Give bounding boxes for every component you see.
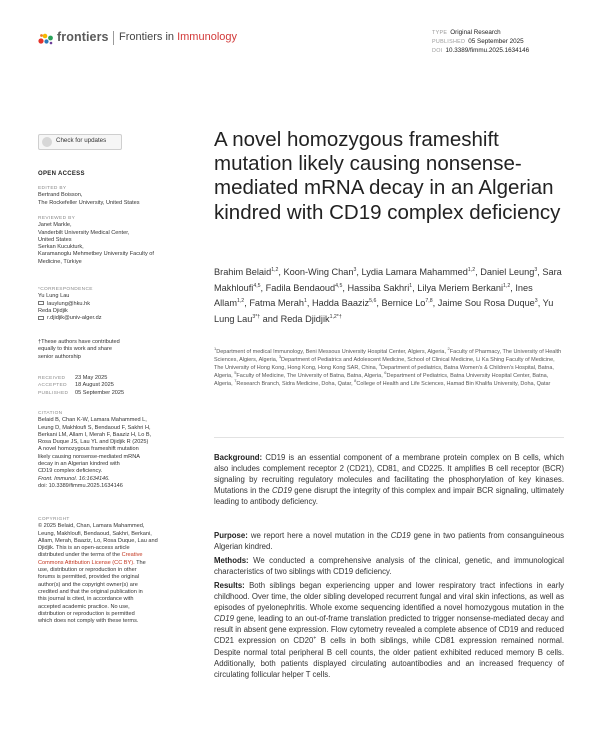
reviewer-line: Janet Markle, — [38, 222, 72, 229]
affiliation-marker: 4 — [378, 361, 382, 367]
author-affiliation-marker: 1,2 — [236, 298, 245, 305]
citation-doi[interactable]: doi: 10.3389/fimmu.2025.1634146 — [38, 482, 123, 489]
journal-word: Immunology — [177, 31, 237, 43]
methods-label: Methods: — [214, 556, 249, 565]
citation-label: CITATION — [38, 411, 63, 416]
abstract-methods — [214, 555, 564, 577]
abstract-text: CD19 is an essential component of a membrane protein complex on B cells, which also includes complement receptor 2 (CD21), CD81, and CD225. It amplifies B cell receptor (BCR) signaling by recruiting regulatory molecules and facilitating the phosphorylation of key kinases. Mutations in the — [214, 453, 564, 496]
note-line: †These authors have contributed — [38, 339, 120, 345]
edited-by-label: EDITED BY — [38, 186, 67, 191]
copyright-line: credited and that the original publication in — [38, 588, 143, 595]
author-name[interactable]: Sara Makhloufi — [214, 267, 562, 293]
published-value-sidebar: 05 September 2025 — [75, 389, 125, 396]
affiliation-marker: 6 — [384, 369, 387, 375]
check-updates-icon — [42, 137, 52, 147]
published-date — [432, 38, 524, 45]
author-affiliation-marker: 3 — [534, 266, 538, 273]
corr1-email[interactable]: lauylung@hku.hk — [47, 300, 90, 307]
copyright-line: this journal is cited, in accordance with — [38, 596, 134, 603]
copyright-line — [38, 552, 188, 559]
affiliation-text: Department of Pediatrics and Adolescent Medicine, School of Clinical Medicine, Li Ka Shing Faculty of Medicine, The University of Hong Kong, Hong Kong, Hong Kong SAR, China, — [214, 356, 555, 371]
reviewer-line: Karamanoglu Mehmetbey University Faculty of — [38, 251, 154, 258]
author-affiliation-marker: 4,5 — [335, 282, 343, 289]
author-name[interactable]: Jaime Sou Rosa Duque — [437, 298, 535, 309]
corr1-email-row[interactable] — [38, 301, 188, 308]
author-separator: , — [376, 298, 382, 309]
affiliation-text: Department of Pediatrics, Batna University Hospital Center, Batna, Algeria, — [214, 372, 549, 387]
article-title: A novel homozygous frameshift mutation likely causing nonsense-mediated mRNA decay in an Algerian kindred with CD19 complex deficiency — [214, 128, 561, 224]
abstract-purpose — [214, 530, 564, 552]
reviewer-line: Medicine, Türkiye — [38, 258, 82, 265]
author-name[interactable]: Fatma Merah — [249, 298, 304, 309]
affiliation-text: College of Health and Life Sciences, Hamad Bin Khalifa University, Doha, Qatar — [356, 380, 551, 387]
abstract-text: gene disrupt the integrity of this complex and impair BCR signaling, ultimately leading to antibody deficiency. — [214, 486, 564, 507]
note-line: senior authorship — [38, 353, 81, 360]
journal-name[interactable] — [119, 31, 237, 43]
gene-name: CD19 — [214, 614, 234, 624]
superscript-plus: + — [313, 635, 317, 642]
author-name[interactable]: Fadila Bendaoud — [265, 282, 336, 293]
reviewer-line: United States — [38, 236, 72, 243]
results-label: Results: — [214, 581, 245, 590]
author-list — [214, 265, 564, 328]
reviewer-line: Serkan Kucukturk, — [38, 244, 84, 251]
published-value: 05 September 2025 — [468, 38, 524, 45]
copyright-line — [38, 560, 188, 567]
author-affiliation-marker: 4,5 — [253, 282, 261, 289]
author-separator: and — [260, 314, 281, 325]
author-separator: , — [537, 298, 543, 309]
copyright-text: The — [134, 559, 146, 566]
affiliation-list — [214, 346, 564, 389]
copyright-line: author(s) and the copyright owner(s) are — [38, 581, 138, 588]
abstract-text: we report here a novel mutation in the — [247, 531, 391, 540]
received-value: 23 May 2025 — [75, 375, 108, 381]
license-link[interactable]: Creative — [121, 552, 143, 559]
abstract-text: gene, leading to an out-of-frame translation predicted to trigger nonsense-mediated decay and result in absent gene expression. Flow cytometry revealed a complete absence of CD19 and reduced CD21 expression on CD20 — [214, 614, 564, 646]
dates-section — [38, 375, 188, 397]
author-name[interactable]: Lilya Meriem Berkani — [417, 282, 504, 293]
citation-journal: Front. Immunol. 16:1634146. — [38, 475, 110, 482]
affiliation-text: Research Branch, Sidra Medicine, Doha, Qatar, — [236, 380, 355, 387]
correspondence-label: *CORRESPONDENCE — [38, 287, 93, 292]
journal-prefix: Frontiers in — [119, 31, 178, 43]
copyright-line: accepted academic practice. No use, — [38, 603, 130, 610]
accepted-row — [38, 382, 188, 389]
author-separator: , — [412, 282, 418, 293]
accepted-value: 18 August 2025 — [75, 382, 114, 389]
author-affiliation-marker: 3 — [353, 266, 357, 273]
correspondence-section — [38, 286, 188, 322]
copyright-line: Allam, Merah, Baaziz, Lo, Rosa Duque, Lau and — [38, 537, 158, 544]
published-label: PUBLISHED — [432, 39, 466, 45]
license-link-cont[interactable]: Commons Attribution License (CC BY). — [38, 559, 135, 566]
citation-line: Leung D, Makhloufi S, Bendaoud F, Sakhri H, — [38, 424, 151, 431]
frontiers-brand: frontiers — [57, 30, 109, 44]
author-name[interactable]: Reda Djidjik — [280, 314, 330, 325]
copyright-label: COPYRIGHT — [38, 517, 70, 522]
article-type — [432, 29, 501, 36]
type-value: Original Research — [450, 29, 501, 36]
doi-value[interactable]: 10.3389/fimmu.2025.1634146 — [445, 47, 530, 54]
copyright-line: distribution or reproduction is permitted — [38, 610, 135, 617]
affiliation-text: Faculty of Medicine, The University of Batna, Batna, Algeria, — [236, 372, 385, 379]
affiliation-text: Department of medical Immunology, Beni Messous University Hospital Center, Algiers, Algeria, — [216, 349, 448, 355]
edited-by-section — [38, 185, 188, 207]
gene-name: CD19 — [271, 486, 292, 496]
author-separator: , — [306, 298, 312, 309]
citation-line: Rosa Duque JS, Lau YL and Djidjik R (2025) — [38, 439, 149, 446]
frontiers-logo-icon — [38, 32, 54, 45]
affiliation-marker: 2 — [447, 346, 450, 352]
author-name[interactable]: Ines Allam — [214, 282, 533, 309]
author-affiliation-marker: 3*† — [252, 314, 261, 321]
doi-line[interactable] — [432, 47, 529, 54]
editor-name: Bertrand Boisson, — [38, 192, 83, 199]
note-line: equally to this work and share — [38, 346, 113, 353]
received-row — [38, 375, 188, 382]
affiliation-marker: 5 — [234, 369, 237, 375]
open-access-label: OPEN ACCESS — [38, 171, 85, 177]
section-divider — [214, 437, 564, 438]
purpose-label: Purpose: — [214, 531, 248, 540]
corr2-email[interactable]: r.djidjik@univ-alger.dz — [47, 315, 102, 322]
affiliation-text: Department of pediatrics, Batna Women's & Children's Hospital, Batna, Algeria, — [214, 364, 554, 379]
author-separator: , — [356, 267, 362, 277]
copyright-line: © 2025 Belaid, Chan, Lamara Mahammed, — [38, 523, 145, 530]
author-affiliation-marker: 1,2 — [467, 266, 476, 273]
reviewer-line: Vanderbilt University Medical Center, — [38, 229, 130, 236]
copyright-text: distributed under the terms of the — [38, 552, 122, 559]
author-name[interactable]: Koon-Wing Chan — [283, 267, 354, 277]
abstract-text: We conducted a comprehensive analysis of the clinical, genetic, and immunological characteristics of two siblings with CD19 deficiency. — [214, 556, 564, 577]
citation-line: decay in an Algerian kindred with — [38, 461, 120, 468]
author-separator: , — [475, 267, 481, 277]
received-label: RECEIVED — [38, 376, 66, 381]
citation-line: Belaid B, Chan K-W, Lamara Mahammed L, — [38, 417, 147, 424]
abstract-background — [214, 452, 564, 507]
author-affiliation-marker: 1,2 — [503, 282, 511, 289]
corr1-name: Yu Lung Lau — [38, 293, 70, 300]
author-separator: , — [432, 298, 438, 309]
copyright-line: Leung, Makhloufi, Bendaoud, Sakhri, Berkani, — [38, 530, 152, 537]
author-separator: , — [260, 282, 266, 293]
abstract-text: Both siblings began experiencing upper and lower respiratory tract infections in early childhood. Over time, the older sibling developed recurrent fungal and viral skin infections, as well as episodes of pyelonephritis. Whole exome sequencing identified a novel homozygous mutation in the — [214, 581, 564, 613]
affiliation-marker: 8 — [354, 377, 357, 383]
gene-name: CD19 — [390, 531, 411, 540]
header-separator — [113, 31, 114, 45]
abstract-results — [214, 580, 564, 680]
author-separator: , — [537, 267, 543, 277]
copyright-line: use, distribution or reproduction in other — [38, 567, 137, 574]
published-label-sidebar: PUBLISHED — [38, 390, 69, 396]
author-name[interactable]: Daniel Leung — [480, 267, 535, 277]
affiliation-text: Faculty of Pharmacy, The University of Health Sciences, Algiers, Algeria, — [214, 349, 562, 363]
mail-icon — [38, 301, 44, 305]
author-name[interactable]: Hadda Baaziz — [311, 298, 370, 309]
affiliation-marker: 1 — [214, 346, 217, 352]
accepted-label: ACCEPTED — [38, 383, 67, 389]
copyright-line: forums is permitted, provided the original — [38, 574, 140, 581]
author-affiliation-marker: 5,6 — [369, 298, 377, 305]
author-affiliation-marker: 1,2 — [271, 266, 279, 273]
check-for-updates-button[interactable] — [38, 134, 122, 150]
check-updates-label: Check for updates — [56, 137, 107, 144]
citation-line: CD19 complex deficiency. — [38, 468, 103, 475]
type-label: TYPE — [432, 30, 448, 36]
copyright-line: which does not comply with these terms. — [38, 618, 139, 625]
published-row — [38, 390, 188, 397]
author-affiliation-marker: 7,8 — [425, 298, 433, 305]
author-separator: , — [510, 282, 516, 293]
editor-affiliation: The Rockefeller University, United States — [38, 199, 140, 206]
copyright-line: Djidjik. This is an open-access article — [38, 545, 130, 552]
author-separator: , — [278, 267, 284, 277]
doi-label: DOI — [432, 48, 443, 54]
citation-section — [38, 410, 188, 490]
mail-icon — [38, 316, 44, 320]
author-affiliation-marker: 1,2*† — [329, 314, 342, 321]
author-name[interactable]: Brahim Belaid — [214, 267, 272, 277]
affiliation-marker: 7 — [234, 377, 237, 383]
author-separator: , — [342, 282, 348, 293]
author-affiliation-marker: 1 — [409, 282, 413, 289]
citation-line: A novel homozygous frameshift mutation — [38, 446, 139, 453]
copyright-section — [38, 516, 188, 625]
abstract-text: gene in two patients from consanguineous Algerian kindred. — [214, 531, 564, 552]
corr2-email-row[interactable] — [38, 315, 188, 322]
reviewed-by-section — [38, 215, 188, 266]
abstract-text: B cells in both siblings, while CD81 expression remained normal. Despite normal total peripheral B cell counts, the older patient exhibited reduced memory B cells. Additionally, both patients displayed circulating autoantibodies and an increased frequency of circulating follicular helper T cells. — [214, 636, 564, 679]
author-name[interactable]: Bernice Lo — [381, 298, 426, 309]
affiliation-marker: 3 — [278, 354, 282, 360]
author-affiliation-marker: 3 — [534, 298, 538, 305]
author-name[interactable]: Yu Lung Lau — [214, 298, 554, 325]
author-separator: , — [244, 298, 250, 309]
reviewed-by-label: REVIEWED BY — [38, 216, 76, 221]
background-label: Background: — [214, 453, 263, 462]
author-name[interactable]: Hassiba Sakhri — [347, 282, 410, 293]
author-name[interactable]: Lydia Lamara Mahammed — [361, 267, 468, 277]
author-affiliation-marker: 1 — [303, 298, 307, 305]
corr2-name: Reda Djidjik — [38, 307, 68, 314]
citation-line: Berkani LM, Allam I, Merah F, Baaziz H, Lo B, — [38, 431, 152, 438]
citation-line: likely causing nonsense-mediated mRNA — [38, 453, 140, 460]
equal-contribution-note — [38, 339, 188, 361]
